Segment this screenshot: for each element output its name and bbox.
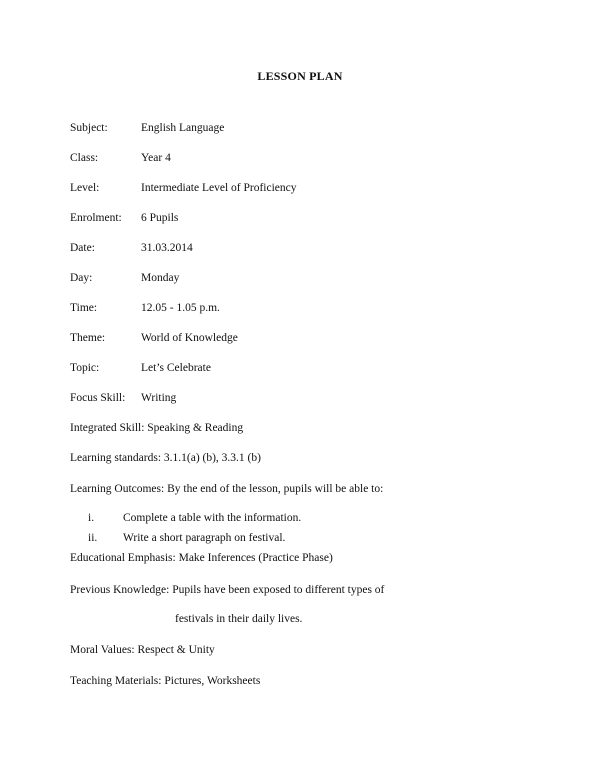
field-label: Subject: [70,122,108,134]
field-topic [70,361,211,375]
field-label: Focus Skill: [70,392,126,404]
learning-outcomes: Learning Outcomes: By the end of the lesson, pupils will be able to: [70,483,384,495]
field-time [70,301,220,315]
outcome-number: i. [88,512,95,524]
outcome-item [88,531,285,545]
field-day [70,271,179,285]
field-value: Let’s Celebrate [141,362,211,374]
educational-emphasis: Educational Emphasis: Make Inferences (Practice Phase) [70,552,333,564]
field-value: 31.03.2014 [141,242,193,254]
previous-knowledge-continued: festivals in their daily lives. [175,613,303,625]
outcome-text: Write a short paragraph on festival. [123,532,286,544]
field-value: 12.05 - 1.05 p.m. [141,302,220,314]
field-label: Level: [70,182,100,194]
field-label: Date: [70,242,95,254]
field-value: Year 4 [141,152,171,164]
outcome-item [88,511,301,525]
field-value: World of Knowledge [141,332,238,344]
field-theme [70,331,238,345]
page-title: LESSON PLAN [257,69,343,83]
learning-standards: Learning standards: 3.1.1(a) (b), 3.3.1 (b) [70,452,261,464]
teaching-materials: Teaching Materials: Pictures, Worksheets [70,675,261,687]
field-label: Theme: [70,332,106,344]
field-value: English Language [141,122,225,134]
field-label: Time: [70,302,98,314]
outcome-text: Complete a table with the information. [123,512,302,524]
field-label: Day: [70,272,93,284]
moral-values: Moral Values: Respect & Unity [70,644,215,656]
field-level [70,181,297,195]
field-date [70,241,193,255]
field-value: Writing [141,392,177,404]
integrated-skill: Integrated Skill: Speaking & Reading [70,422,244,434]
field-value: Intermediate Level of Proficiency [141,182,297,194]
outcome-number: ii. [88,532,98,544]
previous-knowledge: Previous Knowledge: Pupils have been exposed to different types of [70,584,385,596]
field-focus-skill [70,391,176,405]
field-subject [70,121,224,135]
field-value: Monday [141,272,180,284]
field-label: Topic: [70,362,100,374]
field-label: Enrolment: [70,212,122,224]
field-enrolment [70,211,178,225]
field-value: 6 Pupils [141,212,179,224]
field-label: Class: [70,152,99,164]
field-class [70,151,171,165]
